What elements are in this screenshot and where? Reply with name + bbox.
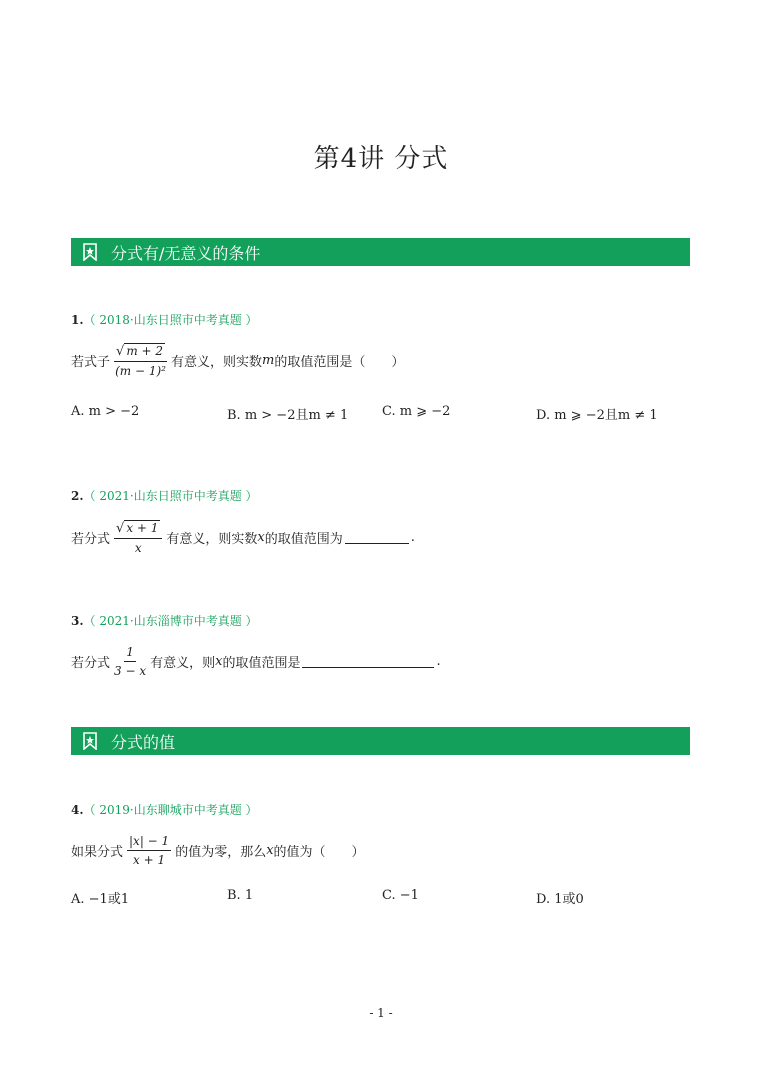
option-c[interactable]: C. m ⩾ −2 [382, 404, 451, 419]
sentence-end: . [436, 654, 441, 670]
page-number: - 1 - [369, 1006, 393, 1020]
option-a[interactable]: A. −1或1 [71, 892, 130, 907]
question-prefix: 如果分式 [71, 845, 124, 861]
section-title: 分式的值 [111, 732, 176, 752]
fraction-numerator: 1 [124, 645, 136, 662]
question-header-4 [71, 801, 258, 818]
fraction-denominator: 3 − x [114, 664, 147, 679]
option-c[interactable]: C. −1 [382, 888, 419, 903]
question-suffix: 有意义，则实数 [166, 532, 258, 548]
option-b[interactable]: B. 1 [227, 888, 254, 903]
bookmark-star-icon [81, 732, 99, 750]
variable: x [215, 654, 223, 670]
question-text-1 [71, 343, 404, 378]
question-suffix: 的取值范围是（ ） [274, 355, 405, 371]
fraction: √ x + 1 x [114, 520, 162, 555]
question-number: 3. [71, 614, 84, 628]
question-suffix: 的值为零，那么 [175, 845, 267, 861]
question-header-3 [71, 612, 258, 629]
question-text-4 [71, 834, 365, 868]
fraction-numerator: m + 2 [126, 344, 164, 358]
option-b[interactable]: B. m > −2且m ≠ 1 [227, 408, 349, 423]
question-text-3 [71, 645, 441, 679]
option-a[interactable]: A. m > −2 [71, 404, 140, 419]
option-d[interactable]: D. 1或0 [536, 892, 584, 907]
question-text-2 [71, 520, 415, 555]
question-source: （ 2019·山东聊城市中考真题 ） [83, 803, 258, 817]
bookmark-star-icon [81, 243, 99, 261]
option-d[interactable]: D. m ⩾ −2且m ≠ 1 [536, 408, 658, 423]
question-number: 4. [71, 803, 84, 817]
question-suffix: 的取值范围是 [222, 656, 301, 672]
fraction [114, 645, 146, 679]
question-number: 2. [71, 489, 84, 503]
question-suffix: 有意义，则 [150, 656, 216, 672]
section-header-2 [71, 727, 690, 755]
fraction: √ m + 2 (m − 1)² [115, 344, 166, 378]
question-suffix: 有意义，则实数 [171, 355, 263, 371]
fraction-numerator: |x| − 1 [127, 834, 171, 851]
question-prefix: 若分式 [71, 532, 111, 548]
variable: x [257, 530, 265, 546]
question-number: 1. [71, 313, 84, 327]
question-prefix: 若式子 [71, 355, 111, 371]
fraction-denominator: x + 1 [133, 853, 166, 868]
question-source: （ 2021·山东日照市中考真题 ） [83, 489, 258, 503]
section-title: 分式有/无意义的条件 [111, 243, 261, 263]
sentence-end: . [410, 530, 415, 546]
variable: m [262, 353, 275, 369]
answer-blank[interactable] [345, 531, 409, 544]
question-header-2 [71, 487, 258, 504]
fraction [127, 834, 171, 868]
page-title: 第4讲 分式 [313, 144, 449, 174]
question-source: （ 2021·山东淄博市中考真题 ） [83, 614, 258, 628]
question-source: （ 2018·山东日照市中考真题 ） [83, 313, 258, 327]
question-prefix: 若分式 [71, 656, 111, 672]
fraction-denominator: (m − 1)² [115, 363, 166, 378]
question-header-1 [71, 311, 258, 328]
fraction-numerator: x + 1 [126, 521, 159, 535]
section-header-1 [71, 238, 690, 266]
variable: x [266, 843, 274, 859]
question-suffix: 的值为（ ） [273, 845, 365, 861]
question-suffix: 的取值范围为 [264, 532, 343, 548]
fraction-denominator: x [134, 540, 142, 555]
answer-blank[interactable] [302, 655, 434, 668]
